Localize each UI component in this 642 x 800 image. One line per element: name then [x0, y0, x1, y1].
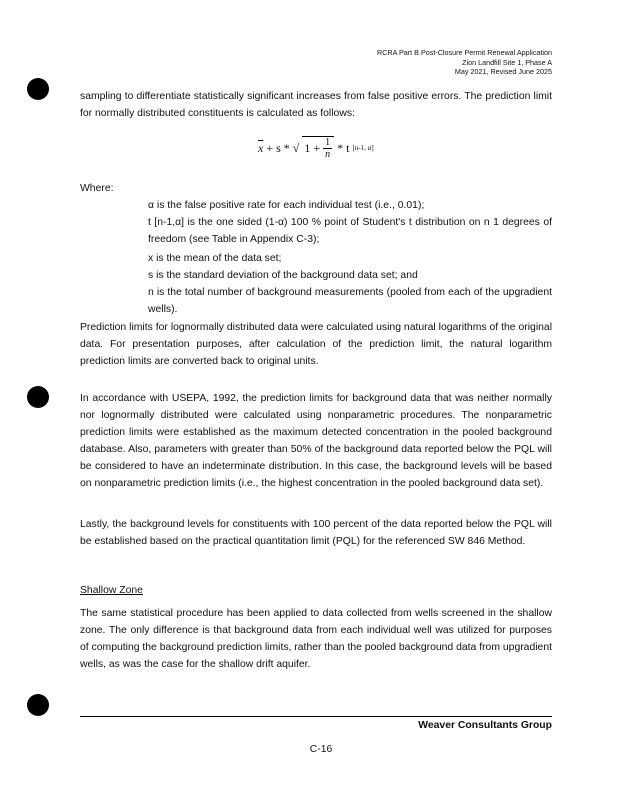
- definition-s: s is the standard deviation of the background data set; and: [148, 270, 418, 281]
- definition-n: n is the total number of background measurements (pooled from each of the upgradient wells).: [148, 287, 552, 315]
- formula-one: 1 +: [304, 141, 321, 155]
- pql-paragraph: Lastly, the background levels for constituents with 100 percent of the data reported below the PQL will be established based on the practical quantitation limit (PQL) for the referenced SW 846 Method.: [80, 519, 552, 547]
- header-line-2: Zion Landfill Site 1, Phase A: [462, 57, 552, 67]
- where-label: Where:: [80, 183, 114, 194]
- prediction-limit-formula: $\overline{x}$ + s * √ 1 + $\frac{1}{n}$ * t [n-1, α]: [258, 137, 374, 160]
- intro-paragraph: sampling to differentiate statistically significant increases from false positive errors. The prediction limit for normally distributed constituents is calculated as follows:: [80, 91, 552, 119]
- header-line-3: May 2021, Revised June 2025: [454, 67, 552, 76]
- lognormal-paragraph: Prediction limits for lognormally distributed data were calculated using natural logarithms of the original data. For presentation purposes, after calculation of the prediction limit, the natural logarithm prediction limits are converted back to original units.: [80, 322, 552, 367]
- definition-t: t [n-1,α] is the one sided (1-α) 100 % point of Student's t distribution on n 1 degrees of freedom (see Table in Appendix C-3);: [148, 217, 552, 245]
- formula-xbar: $\overline{x}$: [258, 140, 264, 155]
- section-heading: Shallow Zone: [80, 585, 143, 596]
- hole-punch-mark: [27, 78, 49, 100]
- hole-punch-mark: [27, 694, 49, 716]
- running-header: [377, 48, 552, 77]
- nonparametric-paragraph: In accordance with USEPA, 1992, the prediction limits for background data that was neither normally nor lognormally distributed were calculated using nonparametric procedures. The nonparametric prediction limits were established as the maximum detected concentration in the pooled background database. Also, parameters with greater than 50% of the background data reported below the PQL will be considered to have an indeterminate distribution. In this case, the background levels will be based on nonparametric prediction limits (i.e., the highest concentration in the pooled background data set).: [80, 393, 552, 489]
- formula-denominator: n: [325, 149, 331, 160]
- page-number: C-16: [309, 744, 333, 755]
- formula-t: * t: [337, 140, 350, 155]
- footer-firm: Weaver Consultants Group: [418, 720, 552, 731]
- definition-alpha: α is the false positive rate for each individual test (i.e., 0.01);: [148, 200, 425, 211]
- definition-xbar: x is the mean of the data set;: [148, 253, 282, 264]
- formula-sqrt: [302, 136, 334, 160]
- header-line-1: RCRA Part B Post-Closure Permit Renewal Application: [377, 48, 552, 57]
- formula-numerator: 1: [325, 137, 331, 148]
- shallow-zone-paragraph: The same statistical procedure has been applied to data collected from wells screened in the shallow zone. The only difference is that background data from each individual well was utilized for purposes of computing the background prediction limits, rather than the pooled background data from upgradient wells, as was the case for the shallow drift aquifer.: [80, 608, 552, 670]
- hole-punch-mark: [27, 386, 49, 408]
- formula-fraction: [323, 137, 332, 160]
- formula-plus-s: + s *: [266, 140, 290, 155]
- formula-t-subscript: [n-1, α]: [352, 144, 374, 152]
- footer-divider: [80, 716, 552, 717]
